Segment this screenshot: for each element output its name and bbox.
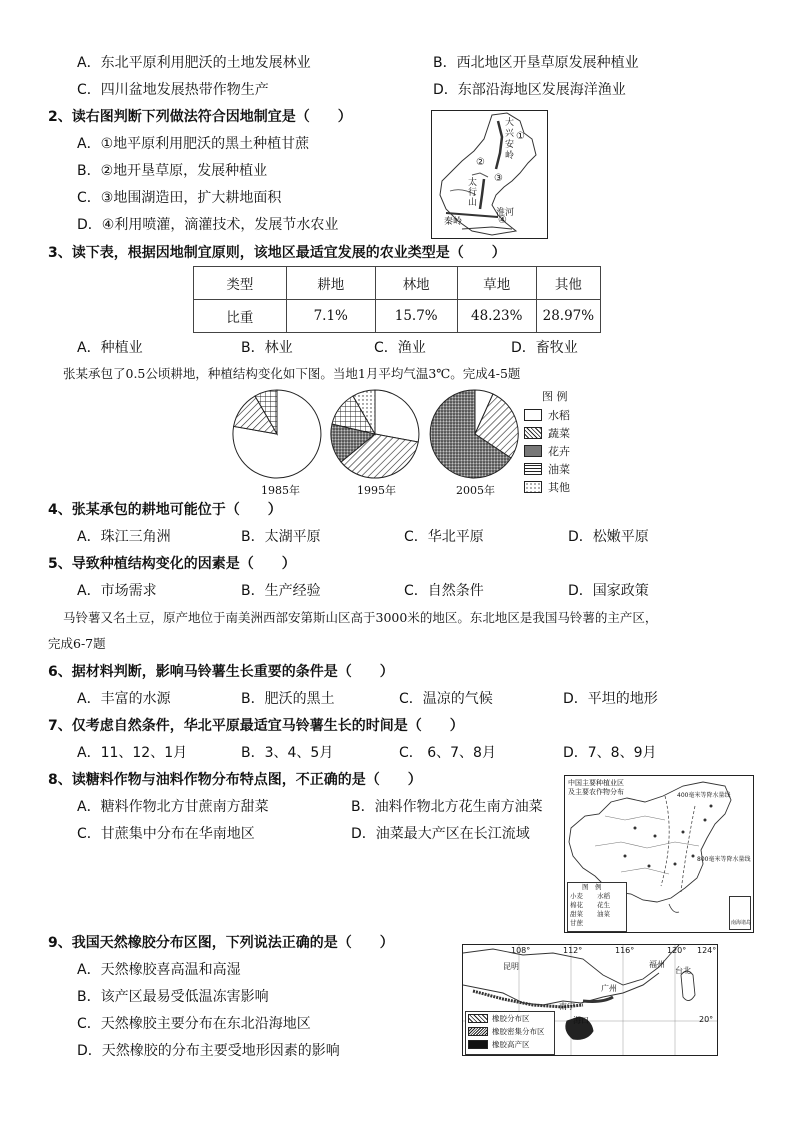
q8-option-a: A．糖料作物北方甘蔗南方甜菜 <box>77 799 269 815</box>
pie-legend-title: 图 例 <box>542 390 568 403</box>
q2-map <box>431 110 548 239</box>
q4-option-d: D．松嫩平原 <box>568 529 649 545</box>
legend-label: 水稻 <box>548 409 570 422</box>
q4-option-c: C．华北平原 <box>404 529 484 545</box>
rubber-legend-label: 橡胶密集分布区 <box>492 1027 545 1036</box>
pie-2005 <box>430 390 518 478</box>
intro-6-7-line1: 马铃薯又名土豆，原产地位于南美洲西部安第斯山区高于3000米的地区。东北地区是我国马铃薯的主产区， <box>63 610 658 625</box>
place-guangzhou: 广州 <box>601 984 617 993</box>
q9-option-a: A．天然橡胶喜高温和高湿 <box>77 962 241 978</box>
map-marker-3: ③ <box>494 173 503 184</box>
q8-option-d: D．油菜最大产区在长江流域 <box>351 826 530 842</box>
q3-stem: 3、读下表，根据因地制宜原则，该地区最适宜发展的农业类型是（ ） <box>48 245 506 261</box>
q9-option-c: C．天然橡胶主要分布在东北沿海地区 <box>77 1016 311 1032</box>
crop-legend-title: 图 例 <box>582 883 602 891</box>
legend-swatch <box>524 481 542 493</box>
q3-land-table <box>193 266 601 333</box>
q3-option-d: D．畜牧业 <box>511 340 578 356</box>
q3-option-a: A．种植业 <box>77 340 143 356</box>
pie-1985 <box>233 390 321 478</box>
table-header-cell: 其他 <box>536 267 600 300</box>
q7-option-c: C． 6、7、8月 <box>399 745 496 761</box>
rubber-legend-item <box>466 1012 554 1025</box>
lon-116: 116° <box>615 946 635 955</box>
legend-label: 油菜 <box>548 463 570 476</box>
table-cell: 28.97% <box>536 300 600 333</box>
q5-option-c: C．自然条件 <box>404 583 484 599</box>
crop-legend-item: 水稻 <box>597 892 610 900</box>
map-marker-1: ① <box>516 131 525 142</box>
crop-legend-item: 花生 <box>597 901 610 909</box>
rubber-legend-item <box>466 1025 554 1038</box>
legend-label: 花卉 <box>548 445 570 458</box>
q2-option-c: C．③地围湖造田，扩大耕地面积 <box>77 190 282 206</box>
table-cell: 48.23% <box>457 300 536 333</box>
table-row <box>194 300 601 333</box>
legend-swatch <box>524 427 542 439</box>
table-cell: 15.7% <box>375 300 457 333</box>
map-label-huaihe: 淮河 <box>496 208 515 218</box>
lon-124: 124° <box>697 946 717 955</box>
q5-option-b: B．生产经验 <box>241 583 321 599</box>
slice-rice-1995 <box>375 390 419 442</box>
crop-legend-item: 甜菜 <box>570 910 583 918</box>
map-label-qinling: 秦岭 <box>444 217 463 227</box>
q5-option-a: A．市场需求 <box>77 583 157 599</box>
q9-stem: 9、我国天然橡胶分布区图，下列说法正确的是（ ） <box>48 935 394 951</box>
rubber-legend-label: 橡胶分布区 <box>492 1014 530 1023</box>
table-header-cell: 耕地 <box>286 267 375 300</box>
q7-option-d: D．7、8、9月 <box>563 745 657 761</box>
table-header-row <box>194 267 601 300</box>
pie-year-1985: 1985年 <box>261 484 300 497</box>
place-nanning: 南宁 <box>559 1002 575 1011</box>
map-marker-4: ④ <box>498 215 507 226</box>
q1-option-a: A．东北平原利用肥沃的土地发展林业 <box>77 55 311 71</box>
rubber-legend-item <box>466 1038 554 1051</box>
q6-option-b: B．肥沃的黑土 <box>241 691 335 707</box>
table-header-cell: 类型 <box>194 267 287 300</box>
q2-option-b: B．②地开垦草原，发展种植业 <box>77 163 268 179</box>
q6-stem: 6、据材料判断，影响马铃薯生长重要的条件是（ ） <box>48 664 394 680</box>
rubber-legend-label: 橡胶高产区 <box>492 1040 530 1049</box>
crop-map-title-2: 及主要农作物分布 <box>568 788 624 796</box>
pie-year-1995: 1995年 <box>357 484 396 497</box>
place-haikou: 海口 <box>573 1016 589 1025</box>
q2-stem: 2、读右图判断下列做法符合因地制宜是（ ） <box>48 109 352 125</box>
place-kunming: 昆明 <box>503 962 519 971</box>
legend-swatch <box>524 409 542 421</box>
q8-stem: 8、读糖料作物与油料作物分布特点图，不正确的是（ ） <box>48 772 422 788</box>
map-label-shan: 山 <box>468 198 478 208</box>
crop-map-inset-label: 南海诸岛 <box>731 920 752 926</box>
crop-legend-item: 油菜 <box>597 910 610 918</box>
q5-stem: 5、导致种植结构变化的因素是（ ） <box>48 556 296 572</box>
table-header-cell: 草地 <box>457 267 536 300</box>
q7-option-b: B．3、4、5月 <box>241 745 334 761</box>
intro-6-7-line2: 完成6-7题 <box>48 636 106 651</box>
q4-option-b: B．太湖平原 <box>241 529 321 545</box>
q1-option-d: D．东部沿海地区发展海洋渔业 <box>433 82 626 98</box>
q6-option-a: A．丰富的水源 <box>77 691 171 707</box>
legend-swatch <box>524 463 542 475</box>
q1-option-c: C．四川盆地发展热带作物生产 <box>77 82 269 98</box>
q1-option-b: B．西北地区开垦草原发展种植业 <box>433 55 639 71</box>
crop-map-legend <box>567 882 627 932</box>
legend-item-rape <box>524 460 604 478</box>
legend-item-flower <box>524 442 604 460</box>
pie-1995 <box>331 390 419 478</box>
q6-option-d: D．平坦的地形 <box>563 691 658 707</box>
crop-legend-item: 小麦 <box>570 892 583 900</box>
q8-option-c: C．甘蔗集中分布在华南地区 <box>77 826 255 842</box>
q8-option-b: B．油料作物北方花生南方油菜 <box>351 799 543 815</box>
q9-option-d: D．天然橡胶的分布主要受地形因素的影响 <box>77 1043 340 1059</box>
q6-option-c: C．温凉的气候 <box>399 691 493 707</box>
crop-map-isohyet-800: 800毫米等降水量线 <box>697 856 751 863</box>
pie-legend <box>524 388 604 496</box>
pie-year-2005: 2005年 <box>456 484 495 497</box>
q4-option-a: A．珠江三角洲 <box>77 529 171 545</box>
lon-120: 120° <box>667 946 687 955</box>
lon-112: 112° <box>563 946 583 955</box>
map-label-tai: 太 <box>468 178 478 188</box>
q9-rubber-map <box>462 944 718 1056</box>
place-fuzhou: 福州 <box>649 960 665 969</box>
map-label-da: 大 <box>505 118 515 128</box>
map-label-hang: 行 <box>468 188 478 198</box>
map-label-an: 安 <box>505 140 515 150</box>
table-header-cell: 林地 <box>375 267 457 300</box>
q2-option-a: A．①地平原利用肥沃的黑土种植甘蔗 <box>77 136 310 152</box>
q2-option-d: D．④利用喷灌，滴灌技术，发展节水农业 <box>77 217 339 233</box>
map-label-xing: 兴 <box>505 129 515 139</box>
crop-map-title-1: 中国主要种植业区 <box>568 779 624 787</box>
q8-crop-map <box>564 775 754 933</box>
q5-option-d: D．国家政策 <box>568 583 649 599</box>
crop-map-isohyet-400: 400毫米等降水量线 <box>677 792 731 799</box>
legend-item-vegetable <box>524 424 604 442</box>
crop-legend-item: 棉花 <box>570 901 583 909</box>
table-cell: 7.1% <box>286 300 375 333</box>
legend-item-other <box>524 478 604 496</box>
lon-108: 108° <box>511 946 531 955</box>
crop-map-inset <box>729 896 751 930</box>
map-marker-2: ② <box>476 157 485 168</box>
q7-stem: 7、仅考虑自然条件，华北平原最适宜马铃薯生长的时间是（ ） <box>48 718 464 734</box>
legend-swatch <box>524 445 542 457</box>
intro-4-5: 张某承包了0.5公顷耕地，种植结构变化如下图。当地1月平均气温3℃。完成4-5题 <box>63 366 521 381</box>
crop-legend-item: 甘蔗 <box>570 919 583 927</box>
map-label-ling: 岭 <box>505 151 515 161</box>
legend-label: 其他 <box>548 481 570 494</box>
q9-option-b: B．该产区最易受低温冻害影响 <box>77 989 269 1005</box>
table-cell: 比重 <box>194 300 287 333</box>
legend-item-rice <box>524 406 604 424</box>
rubber-legend <box>465 1011 555 1055</box>
place-taipei: 台北 <box>675 966 691 975</box>
q3-option-c: C．渔业 <box>374 340 426 356</box>
q3-option-b: B．林业 <box>241 340 293 356</box>
q7-option-a: A．11、12、1月 <box>77 745 188 761</box>
legend-label: 蔬菜 <box>548 427 570 440</box>
lat-20: 20° <box>699 1015 714 1024</box>
q4-stem: 4、张某承包的耕地可能位于（ ） <box>48 502 282 518</box>
